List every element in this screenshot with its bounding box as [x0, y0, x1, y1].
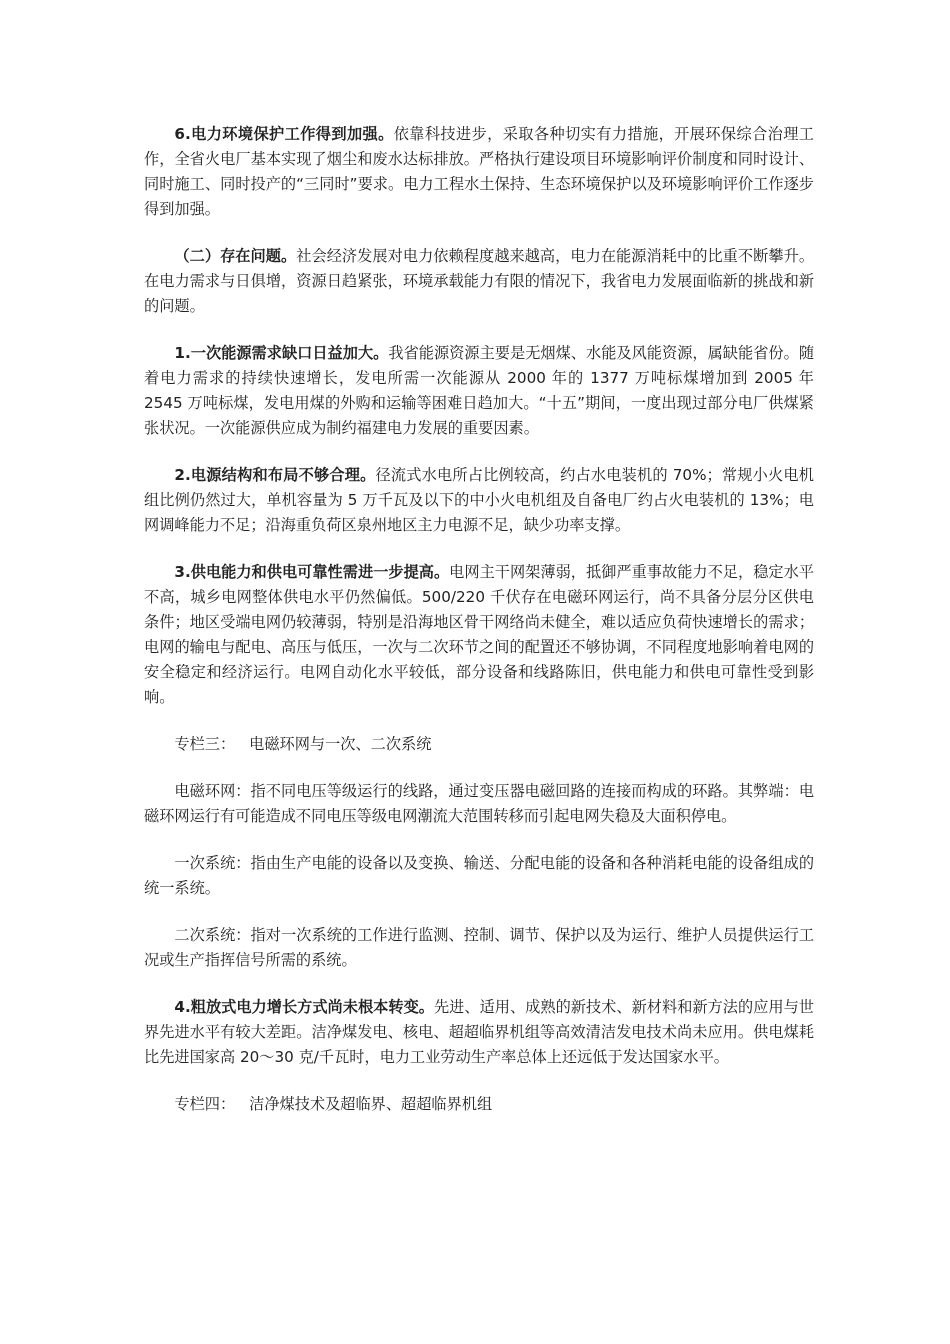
definition-electromagnetic-loop: 电磁环网：指不同电压等级运行的线路，通过变压器电磁回路的连接而构成的环路。其弊端：电磁环网运行有可能造成不同电压等级电网潮流大范围转移而引起电网失稳及大面积停电。 — [144, 782, 814, 825]
paragraph-heading: 2.电源结构和布局不够合理。 — [174, 466, 376, 484]
paragraph-text: 径流式水电所占比例较高，约占水电装机的 70%；常规小火电机组比例仍然过大，单机容量为 5 万千瓦及以下的中小火电机组及自备电厂约占火电装机的 13%；电网调峰能力不足；沿海重负荷区泉州地区主力电源不足，缺少功率支撑。 — [144, 466, 814, 534]
paragraph-supply-reliability — [144, 560, 814, 710]
document-body — [144, 122, 814, 1139]
paragraph-primary-energy-gap — [144, 341, 814, 441]
paragraph-text: 电网主干网架薄弱，抵御严重事故能力不足，稳定水平不高，城乡电网整体供电水平仍然偏低。500/220 千伏存在电磁环网运行，尚不具备分层分区供电条件；地区受端电网仍较薄弱，特别是沿海地区骨干网络尚未健全，难以适应负荷快速增长的需求；电网的输电与配电、高压与低压，一次与二次环节之间的配置还不够协调，不同程度地影响着电网的安全稳定和经济运行。电网自动化水平较低，部分设备和线路陈旧，供电能力和供电可靠性受到影响。 — [144, 563, 814, 706]
sidebar-three-title — [144, 732, 814, 757]
paragraph-existing-problems — [144, 244, 814, 319]
paragraph-heading: 3.供电能力和供电可靠性需进一步提高。 — [174, 563, 450, 581]
paragraph-environment-protection — [144, 122, 814, 222]
sidebar-title-text: 电磁环网与一次、二次系统 — [249, 735, 432, 753]
sidebar-four-title — [144, 1092, 814, 1117]
section-heading: （二）存在问题。 — [174, 247, 297, 265]
sidebar-title-text: 洁净煤技术及超临界、超超临界机组 — [249, 1095, 493, 1113]
paragraph-text: 社会经济发展对电力依赖程度越来越高，电力在能源消耗中的比重不断攀升。在电力需求与日俱增，资源日趋紧张，环境承载能力有限的情况下，我省电力发展面临新的挑战和新的问题。 — [144, 247, 815, 315]
paragraph-growth-mode — [144, 995, 814, 1070]
paragraph-text: 依靠科技进步，采取各种切实有力措施，开展环保综合治理工作，全省火电厂基本实现了烟尘和废水达标排放。严格执行建设项目环境影响评价制度和同时设计、同时施工、同时投产的“三同时”要求。电力工程水土保持、生态环境保护以及环境影响评价工作逐步得到加强。 — [144, 125, 814, 218]
paragraph-heading: 1.一次能源需求缺口日益加大。 — [174, 344, 389, 362]
sidebar-label: 专栏四： — [174, 1095, 236, 1113]
paragraph-text: 我省能源资源主要是无烟煤、水能及风能资源，属缺能省份。随着电力需求的持续快速增长，发电所需一次能源从 2000 年的 1377 万吨标煤增加到 2005 年 2545 万吨标煤，发电用煤的外购和运输等困难日趋加大。“十五”期间，一度出现过部分电厂供煤紧张状况。一次能源供应成为制约福建电力发展的重要因素。 — [144, 344, 815, 437]
paragraph-heading: 6.电力环境保护工作得到加强。 — [174, 125, 394, 143]
paragraph-text: 先进、适用、成熟的新技术、新材料和新方法的应用与世界先进水平有较大差距。洁净煤发电、核电、超超临界机组等高效清洁发电技术尚未应用。供电煤耗比先进国家高 20～30 克/千瓦时，电力工业劳动生产率总体上还远低于发达国家水平。 — [144, 998, 814, 1066]
paragraph-power-structure — [144, 463, 814, 538]
paragraph-heading: 4.粗放式电力增长方式尚未根本转变。 — [174, 998, 434, 1016]
sidebar-label: 专栏三： — [174, 735, 236, 753]
definition-secondary-system: 二次系统：指对一次系统的工作进行监测、控制、调节、保护以及为运行、维护人员提供运行工况或生产指挥信号所需的系统。 — [144, 926, 814, 969]
definition-primary-system: 一次系统：指由生产电能的设备以及变换、输送、分配电能的设备和各种消耗电能的设备组成的统一系统。 — [144, 854, 814, 897]
